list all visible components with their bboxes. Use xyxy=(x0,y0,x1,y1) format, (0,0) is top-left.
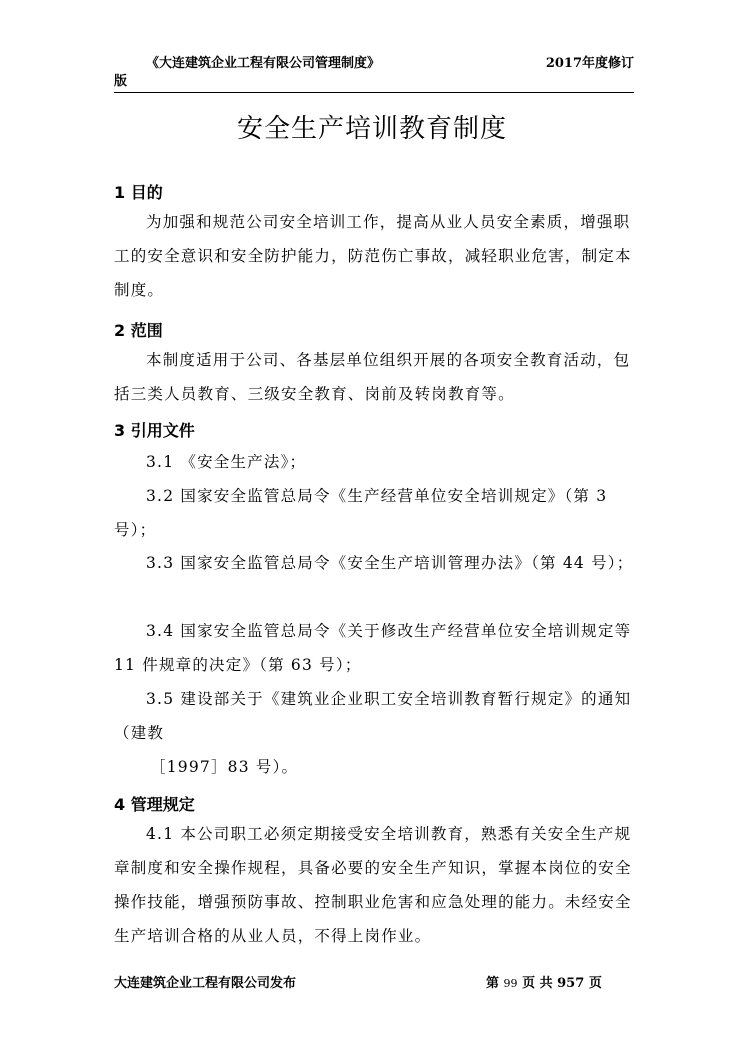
footer-publisher: 大连建筑企业工程有限公司发布 xyxy=(114,976,297,991)
page-number-middle: 页 共 xyxy=(522,976,553,991)
page-number-current: 99 xyxy=(503,977,518,990)
management-item-4-1: 4.1 本公司职工必须定期接受安全培训教育，熟悉有关安全生产规章制度和安全操作规程，具备必要的安全生产知识，掌握本岗位的安全操作技能，增强预防事故、控制职业危害和应急处理的能力。未经安全生产培训合格的从业人员，不得上岗作业。 xyxy=(114,825,632,945)
header-revision-continuation: 版 xyxy=(114,74,128,89)
reference-item-3-1: 3.1 《安全生产法》； xyxy=(146,453,307,471)
page-header xyxy=(114,52,634,93)
page-number-prefix: 第 xyxy=(486,976,500,991)
page-number-total: 957 xyxy=(557,976,585,991)
section-purpose-paragraph: 为加强和规范公司安全培训工作，提高从业人员安全素质，增强职工的安全意识和安全防护能力，防范伤亡事故，减轻职业危害，制定本制度。 xyxy=(114,213,632,299)
reference-item-3-4: 3.4 国家安全监管总局令《关于修改生产经营单位安全培训规定等 11 件规章的决定》（第 63 号）； xyxy=(114,622,632,674)
reference-item-3-3: 3.3 国家安全监管总局令《安全生产培训管理办法》（第 44 号）； xyxy=(146,554,634,572)
page-title: 安全生产培训教育制度 xyxy=(236,114,507,144)
page-footer xyxy=(114,972,634,992)
page-number-suffix: 页 xyxy=(588,976,602,991)
page-number xyxy=(486,972,602,991)
reference-item-3-2: 3.2 国家安全监管总局令《生产经营单位安全培训规定》（第 3 号）； xyxy=(114,487,608,539)
section-scope-paragraph: 本制度适用于公司、各基层单位组织开展的各项安全教育活动，包括三类人员教育、三级安全教育、岗前及转岗教育等。 xyxy=(114,351,631,403)
header-revision: 2017年度修订 xyxy=(545,56,634,71)
header-document-title: 《大连建筑企业工程有限公司管理制度》 xyxy=(146,56,381,71)
header-row xyxy=(114,52,634,74)
reference-item-3-5-continuation: ［1997］83 号）。 xyxy=(150,758,299,776)
header-divider xyxy=(114,92,634,93)
section-heading-purpose: 1 目的 xyxy=(114,183,163,202)
section-heading-scope: 2 范围 xyxy=(114,321,163,340)
reference-item-3-5: 3.5 建设部关于《建筑业企业职工安全培训教育暂行规定》的通知（建教 xyxy=(114,690,632,742)
section-heading-management: 4 管理规定 xyxy=(114,795,195,814)
section-heading-references: 3 引用文件 xyxy=(114,421,195,440)
